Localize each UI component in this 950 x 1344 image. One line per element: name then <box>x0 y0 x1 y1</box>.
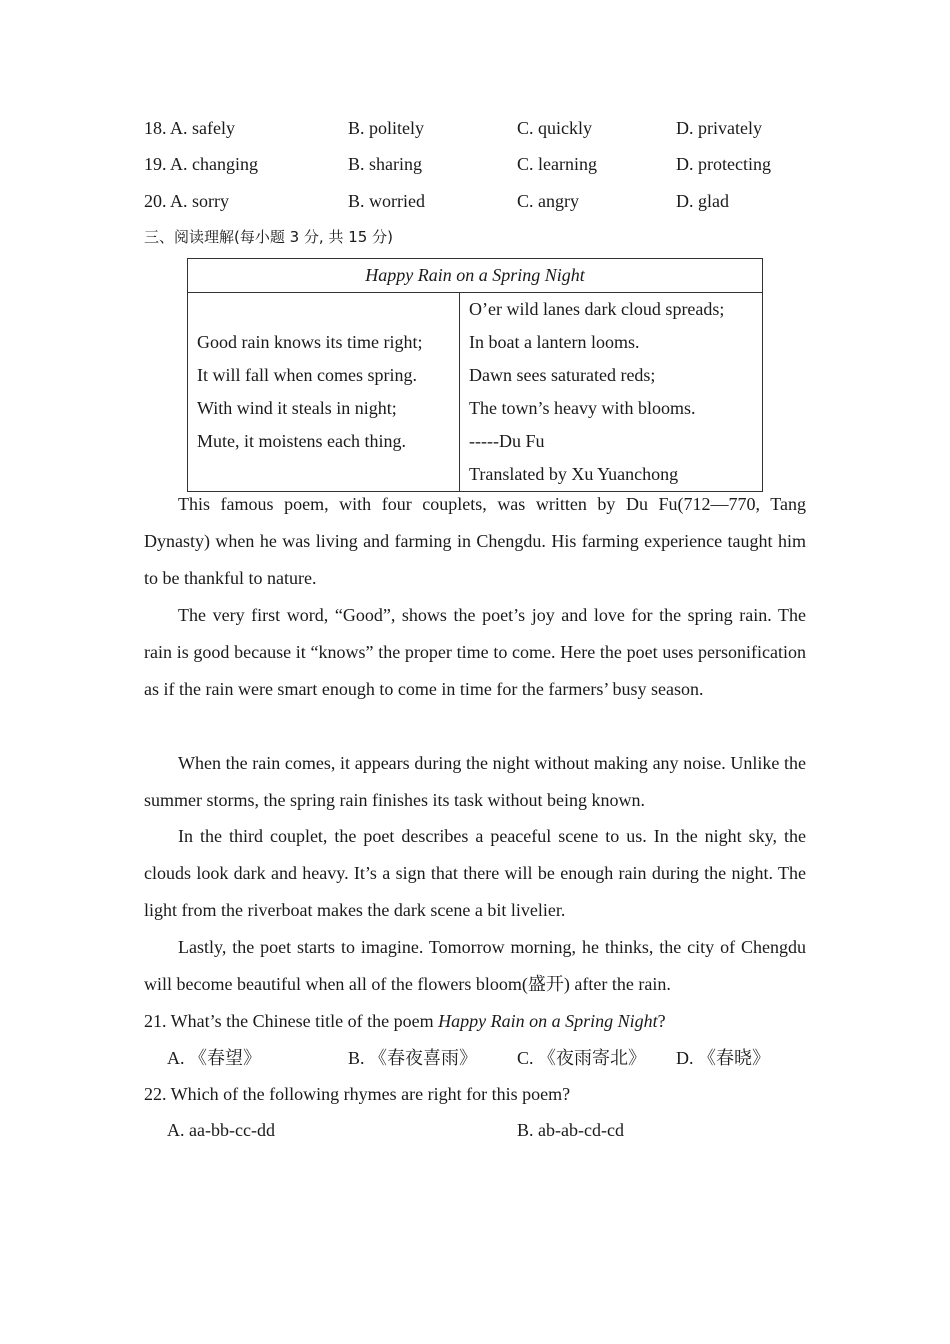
poem-line: The town’s heavy with blooms. <box>469 398 696 418</box>
question-18-option-b[interactable]: B. politely <box>348 118 424 138</box>
poem-table <box>187 258 763 492</box>
question-19-option-b[interactable]: B. sharing <box>348 154 422 174</box>
question-22-option-a[interactable]: A. aa-bb-cc-dd <box>167 1120 275 1140</box>
reading-paragraph: This famous poem, with four couplets, was written by Du Fu(712—770, Tang Dynasty) when he was living and farming in Chengdu. His farming experience taught him to be thankful to nature. <box>144 494 806 588</box>
section-title: 三、阅读理解(每小题 3 分, 共 15 分) <box>144 228 393 246</box>
question-20-option-c[interactable]: C. angry <box>517 191 579 211</box>
poem-line: Good rain knows its time right; <box>197 332 423 352</box>
poem-line: O’er wild lanes dark cloud spreads; <box>469 299 725 319</box>
reading-paragraph: In the third couplet, the poet describes a peaceful scene to us. In the night sky, the clouds look dark and heavy. It’s a sign that there will be enough rain during the night. The light from the riverboat makes the dark scene a bit livelier. <box>144 826 806 920</box>
poem-title: Happy Rain on a Spring Night <box>188 259 763 293</box>
question-18-option-a[interactable]: 18. A. safely <box>144 118 235 138</box>
question-19-option-c[interactable]: C. learning <box>517 154 597 174</box>
question-18-option-c[interactable]: C. quickly <box>517 118 592 138</box>
poem-author: -----Du Fu <box>469 431 545 451</box>
question-19-option-d[interactable]: D. protecting <box>676 154 771 174</box>
question-21-option-a[interactable]: A. 《春望》 <box>167 1048 261 1068</box>
question-19-row <box>144 152 824 176</box>
poem-line: Dawn sees saturated reds; <box>469 365 656 385</box>
poem-left-column <box>188 293 460 492</box>
poem-translator: Translated by Xu Yuanchong <box>469 464 679 484</box>
poem-line: It will fall when comes spring. <box>197 365 417 385</box>
question-20-option-a[interactable]: 20. A. sorry <box>144 191 230 211</box>
poem-line: With wind it steals in night; <box>197 398 397 418</box>
reading-paragraph: The very first word, “Good”, shows the poet’s joy and love for the spring rain. The rain is good because it “knows” the proper time to come. Here the poet uses personification as if the rain were smart enough to come in time for the farmers’ busy season. <box>144 605 806 699</box>
question-18-row <box>144 116 824 140</box>
question-20-row <box>144 189 824 213</box>
poem-right-column <box>460 293 763 492</box>
question-18-option-d[interactable]: D. privately <box>676 118 762 138</box>
reading-paragraph: When the rain comes, it appears during the night without making any noise. Unlike the summer storms, the spring rain finishes its task without being known. <box>144 753 806 810</box>
question-21-option-b[interactable]: B. 《春夜喜雨》 <box>348 1048 478 1068</box>
question-19-option-a[interactable]: 19. A. changing <box>144 154 258 174</box>
poem-line: In boat a lantern looms. <box>469 332 640 352</box>
question-20-option-b[interactable]: B. worried <box>348 191 425 211</box>
question-22-stem: 22. Which of the following rhymes are right for this poem? <box>144 1084 571 1104</box>
reading-paragraph: Lastly, the poet starts to imagine. Tomorrow morning, he thinks, the city of Chengdu will become beautiful when all of the flowers bloom(盛开) after the rain. <box>144 937 806 994</box>
question-21-stem: 21. What’s the Chinese title of the poem Happy Rain on a Spring Night? <box>144 1011 666 1031</box>
question-20-option-d[interactable]: D. glad <box>676 191 729 211</box>
question-22-option-b[interactable]: B. ab-ab-cd-cd <box>517 1120 624 1140</box>
question-21-option-d[interactable]: D. 《春晓》 <box>676 1048 770 1068</box>
question-21-option-c[interactable]: C. 《夜雨寄北》 <box>517 1048 647 1068</box>
poem-line: Mute, it moistens each thing. <box>197 431 406 451</box>
